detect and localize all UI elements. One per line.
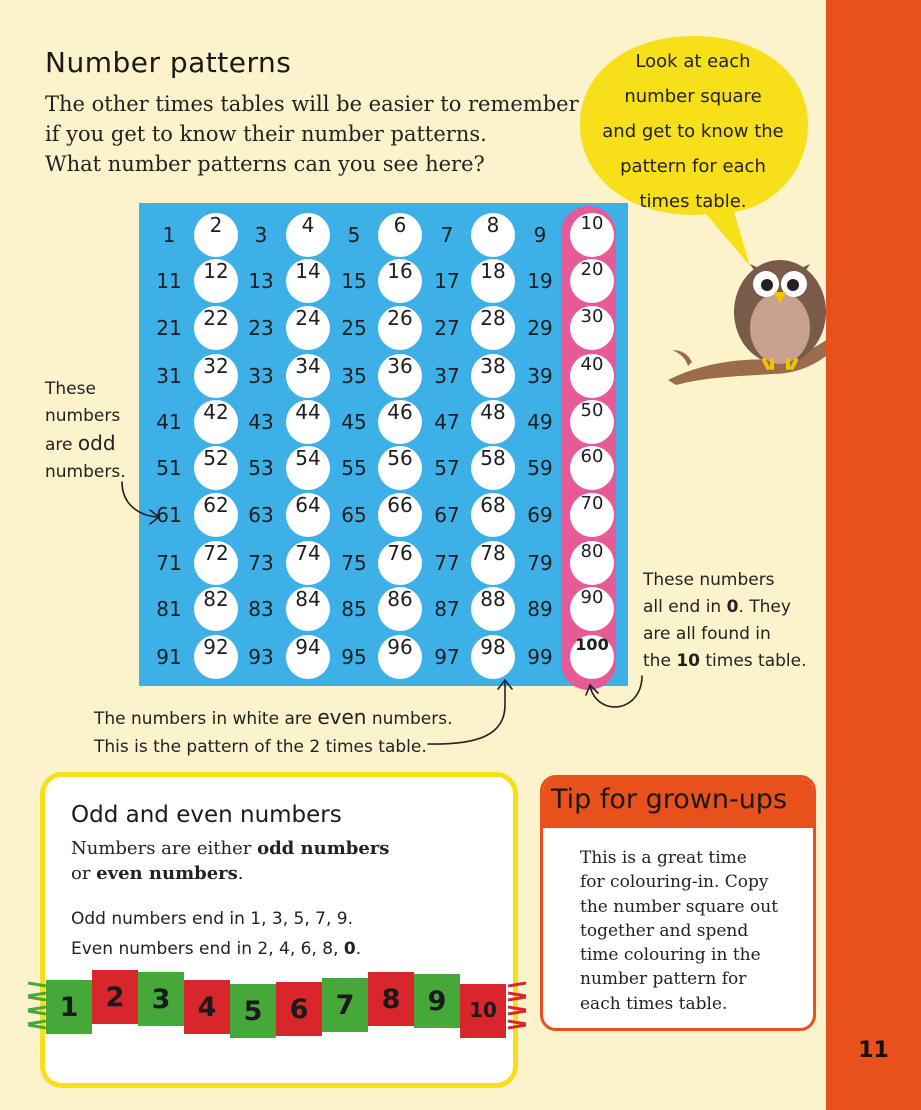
number-text: 4 [301,213,315,237]
even-number-cell [286,259,330,303]
even-endings-line [71,934,491,964]
odd-number-cell [147,259,191,303]
number-text: 96 [387,635,413,659]
number-text: 80 [580,541,604,562]
scarf-number: 5 [243,996,263,1027]
tip-header [543,778,813,828]
number-text: 29 [527,316,553,340]
odd-number-cell [332,213,376,257]
bubble-line: Look at each [635,51,751,72]
number-text: 7 [440,223,454,247]
tip-title: Tip for grown-ups [551,784,788,815]
even-number-cell [471,400,515,444]
number-text: 9 [533,223,547,247]
odd-number-cell [518,587,562,631]
tip-line: time colouring in the [580,945,761,966]
number-text: 87 [434,597,460,621]
odd-number-cell [239,635,283,679]
scarf-number: 9 [427,986,447,1017]
odd-number-cell [425,635,469,679]
odd-number-cell [239,493,283,537]
odd-number-cell [147,400,191,444]
odd-label-line [45,430,135,459]
number-text: 50 [580,400,604,421]
number-text: 22 [203,306,229,330]
even-number-cell [471,541,515,585]
tens-label-zero: 0 [726,597,739,617]
number-text: 52 [203,446,229,470]
number-text: 1 [162,223,176,247]
scarf-fringe [508,997,526,1000]
even-label-line [94,703,514,733]
number-text: 46 [387,400,413,424]
scarf-segment [138,972,184,1026]
tens-label-prefix: all end in [643,597,727,617]
odd-number-cell [518,354,562,398]
odd-number-cell [425,354,469,398]
even-number-cell [570,635,614,679]
number-text: 82 [203,587,229,611]
page-number: 11 [858,1038,889,1063]
number-text: 37 [434,364,460,388]
even-number-cell [194,493,238,537]
number-text: 71 [156,551,182,575]
even-number-cell [378,400,422,444]
tens-label-prefix: the [643,651,677,671]
number-text: 85 [341,597,367,621]
tens-label-suffix: times table. [699,651,807,671]
scarf-fringe [28,1011,46,1014]
odd-label-line: numbers. [45,462,126,482]
odd-number-cell [239,259,283,303]
scarf-segment [276,982,322,1036]
odd-number-cell [518,400,562,444]
odd-label-prefix: are [45,435,78,455]
intro-text [45,89,585,179]
scarf-segment [322,978,368,1032]
even-number-cell [194,541,238,585]
number-text: 60 [580,446,604,467]
intro-line: if you get to know their number patterns. [45,122,487,146]
odd-number-cell [147,493,191,537]
number-text: 12 [203,259,229,283]
even-number-cell [471,493,515,537]
odd-number-cell [425,306,469,350]
odd-number-cell [332,354,376,398]
even-number-cell [286,213,330,257]
number-text: 27 [434,316,460,340]
odd-number-cell [239,213,283,257]
number-text: 61 [156,503,182,527]
number-text: 40 [580,354,604,375]
number-text: 20 [580,259,604,280]
number-text: 11 [156,269,182,293]
number-text: 35 [341,364,367,388]
number-text: 19 [527,269,553,293]
odd-number-cell [425,587,469,631]
number-text: 31 [156,364,182,388]
even-endings-suffix: . [355,939,362,959]
odd-number-cell [425,446,469,490]
number-text: 30 [580,306,604,327]
odd-number-cell [518,541,562,585]
number-text: 91 [156,645,182,669]
scarf-segment [414,974,460,1028]
page-title: Number patterns [45,46,292,79]
number-text: 59 [527,456,553,480]
odd-number-cell [239,400,283,444]
body-bold: odd numbers [257,838,390,859]
odd-number-cell [332,306,376,350]
number-text: 6 [393,213,407,237]
odd-label-emphasis: odd [77,431,116,455]
even-number-cell [286,306,330,350]
even-number-cell [194,354,238,398]
even-number-cell [471,635,515,679]
number-text: 95 [341,645,367,669]
intro-line: What number patterns can you see here? [45,152,485,176]
number-text: 57 [434,456,460,480]
even-number-cell [378,635,422,679]
even-number-cell [471,446,515,490]
even-number-cell [570,446,614,490]
even-number-cell [194,213,238,257]
scarf-fringe [508,983,526,986]
number-text: 47 [434,410,460,434]
even-number-cell [471,306,515,350]
number-text: 100 [575,635,609,654]
number-text: 26 [387,306,413,330]
even-number-cell [194,306,238,350]
number-text: 94 [295,635,321,659]
number-text: 88 [480,587,506,611]
even-label-line: This is the pattern of the 2 times table. [94,737,427,757]
number-text: 77 [434,551,460,575]
even-number-cell [194,635,238,679]
bubble-line: and get to know the [602,121,784,142]
number-text: 3 [254,223,268,247]
number-text: 45 [341,410,367,434]
number-text: 92 [203,635,229,659]
number-text: 62 [203,493,229,517]
number-text: 65 [341,503,367,527]
odd-number-cell [518,493,562,537]
number-text: 36 [387,354,413,378]
number-text: 58 [480,446,506,470]
body-prefix: or [71,863,97,884]
odd-number-cell [239,354,283,398]
intro-line: The other times tables will be easier to remember [45,92,579,116]
number-text: 74 [295,541,321,565]
even-number-cell [378,213,422,257]
scarf-number: 7 [335,990,355,1021]
odd-number-cell [147,213,191,257]
odd-number-cell [147,354,191,398]
number-text: 99 [527,645,553,669]
even-number-cell [286,635,330,679]
odd-number-cell [239,587,283,631]
tens-label-suffix: . They [738,597,791,617]
even-number-cell [194,259,238,303]
number-text: 63 [248,503,274,527]
number-text: 32 [203,354,229,378]
even-number-cell [378,354,422,398]
number-text: 21 [156,316,182,340]
body-prefix: Numbers are either [71,838,258,859]
even-number-cell [570,213,614,257]
odd-number-cell [518,213,562,257]
number-text: 8 [486,213,500,237]
even-label-emphasis: even [317,705,367,729]
odd-number-cell [239,306,283,350]
number-text: 55 [341,456,367,480]
even-number-cell [286,587,330,631]
number-text: 79 [527,551,553,575]
odd-label-line: numbers [45,406,121,426]
odd-number-cell [332,541,376,585]
number-text: 73 [248,551,274,575]
odd-label-line: These [45,379,96,399]
number-text: 75 [341,551,367,575]
scarf-fringe [28,993,46,996]
even-number-cell [286,354,330,398]
even-number-cell [570,354,614,398]
number-text: 90 [580,587,604,608]
number-text: 97 [434,645,460,669]
number-text: 33 [248,364,274,388]
even-label-suffix: numbers. [366,709,453,729]
number-text: 81 [156,597,182,621]
odd-even-endings [71,904,491,964]
number-text: 84 [295,587,321,611]
odd-number-cell [332,400,376,444]
scarf-number: 8 [381,984,401,1015]
odd-number-cell [425,213,469,257]
odd-number-cell [332,493,376,537]
even-number-cell [286,446,330,490]
odd-number-cell [147,446,191,490]
number-text: 53 [248,456,274,480]
number-text: 41 [156,410,182,434]
odd-number-cell [518,259,562,303]
tip-line: together and spend [580,920,749,941]
number-text: 5 [347,223,361,247]
odd-even-body-line [71,861,491,886]
even-number-cell [471,213,515,257]
number-text: 14 [295,259,321,283]
scarf-number: 10 [469,998,497,1022]
tip-line: This is a great time [580,848,747,868]
orange-edge-strip [826,0,921,1110]
number-text: 38 [480,354,506,378]
scarf-fringe [508,1025,526,1028]
number-text: 69 [527,503,553,527]
scarf-fringe [508,1011,526,1014]
even-number-cell [471,259,515,303]
odd-number-cell [332,635,376,679]
odd-number-cell [147,635,191,679]
number-text: 66 [387,493,413,517]
odd-number-cell [147,306,191,350]
odd-number-cell [332,259,376,303]
number-text: 25 [341,316,367,340]
odd-number-cell [425,493,469,537]
bubble-line: number square [624,86,762,107]
number-text: 54 [295,446,321,470]
number-text: 2 [209,213,223,237]
even-number-cell [570,587,614,631]
bubble-line: times table. [639,191,747,212]
even-number-cell [378,587,422,631]
even-number-cell [194,446,238,490]
number-text: 72 [203,541,229,565]
odd-numbers-label [45,376,135,486]
number-text: 93 [248,645,274,669]
scarf-segment [368,972,414,1026]
number-text: 98 [480,635,506,659]
number-text: 51 [156,456,182,480]
tip-line: for colouring-in. Copy [580,872,769,893]
scarf-number: 3 [151,984,171,1015]
even-number-cell [286,400,330,444]
scarf-segment [92,970,138,1024]
even-endings-zero: 0 [343,939,356,959]
odd-number-cell [518,635,562,679]
scarf-fringe [28,1021,46,1024]
odd-number-cell [239,541,283,585]
odd-even-body [71,836,491,886]
odd-number-cell [147,541,191,585]
even-numbers-label [94,703,514,761]
number-text: 76 [387,541,413,565]
even-number-cell [471,587,515,631]
tens-label-ten: 10 [676,651,700,671]
number-text: 56 [387,446,413,470]
scarf-fringe [508,993,526,996]
odd-number-cell [332,446,376,490]
scarf-fringe [28,997,46,1000]
even-number-cell [286,541,330,585]
number-text: 70 [580,493,604,514]
tip-line: number pattern for [580,969,747,990]
scarf-segment [460,984,506,1038]
even-number-cell [378,259,422,303]
scarf-segment [230,984,276,1038]
number-text: 44 [295,400,321,424]
even-number-cell [378,541,422,585]
tip-for-grown-ups-box [540,775,816,1031]
number-text: 67 [434,503,460,527]
scarf-segment [184,980,230,1034]
owl-on-branch-illustration [664,250,826,385]
even-number-cell [378,306,422,350]
tens-label [643,567,823,675]
even-number-cell [378,493,422,537]
odd-even-heading: Odd and even numbers [71,802,342,828]
tens-label-line [643,594,823,621]
odd-number-cell [239,446,283,490]
even-number-cell [194,400,238,444]
number-text: 43 [248,410,274,434]
number-text: 42 [203,400,229,424]
even-number-cell [570,541,614,585]
even-number-cell [471,354,515,398]
scarf-fringe [28,1007,46,1010]
scarf-segment [46,980,92,1034]
body-bold: even numbers [96,863,238,884]
odd-number-cell [425,400,469,444]
odd-number-cell [518,446,562,490]
number-text: 23 [248,316,274,340]
odd-number-cell [518,306,562,350]
number-text: 86 [387,587,413,611]
tip-body [580,846,805,1016]
odd-number-cell [147,587,191,631]
scarf-fringe [508,1021,526,1024]
odd-number-cell [332,587,376,631]
number-text: 89 [527,597,553,621]
even-endings-prefix: Even numbers end in 2, 4, 6, 8, [71,939,344,959]
even-number-cell [570,493,614,537]
tip-line: each times table. [580,993,728,1014]
number-text: 34 [295,354,321,378]
number-text: 16 [387,259,413,283]
odd-number-cell [425,541,469,585]
number-text: 78 [480,541,506,565]
tens-label-line: are all found in [643,624,771,644]
number-text: 83 [248,597,274,621]
even-number-cell [286,493,330,537]
scarf-number: 2 [105,982,125,1013]
number-text: 39 [527,364,553,388]
number-text: 17 [434,269,460,293]
even-label-prefix: The numbers in white are [94,709,318,729]
number-text: 13 [248,269,274,293]
scarf-fringe [28,1025,46,1028]
odd-even-body-line [71,836,491,861]
tens-label-line: These numbers [643,570,775,590]
number-text: 28 [480,306,506,330]
odd-endings-line: Odd numbers end in 1, 3, 5, 7, 9. [71,909,354,929]
tip-line: the number square out [580,896,779,917]
number-text: 64 [295,493,321,517]
even-number-cell [570,259,614,303]
odd-number-cell [425,259,469,303]
scarf-fringe [28,983,46,986]
even-number-cell [570,306,614,350]
number-text: 68 [480,493,506,517]
number-text: 48 [480,400,506,424]
body-suffix: . [237,863,244,884]
even-number-cell [570,400,614,444]
bubble-line: pattern for each [620,156,766,177]
scarf-number: 1 [59,992,79,1023]
number-text: 10 [580,213,604,234]
number-text: 24 [295,306,321,330]
even-number-cell [378,446,422,490]
number-text: 15 [341,269,367,293]
tens-label-line [643,648,823,675]
number-text: 18 [480,259,506,283]
number-text: 49 [527,410,553,434]
scarf-fringe [508,1007,526,1010]
scarf-number: 6 [289,994,309,1025]
even-number-cell [194,587,238,631]
scarf-number: 4 [197,992,217,1023]
